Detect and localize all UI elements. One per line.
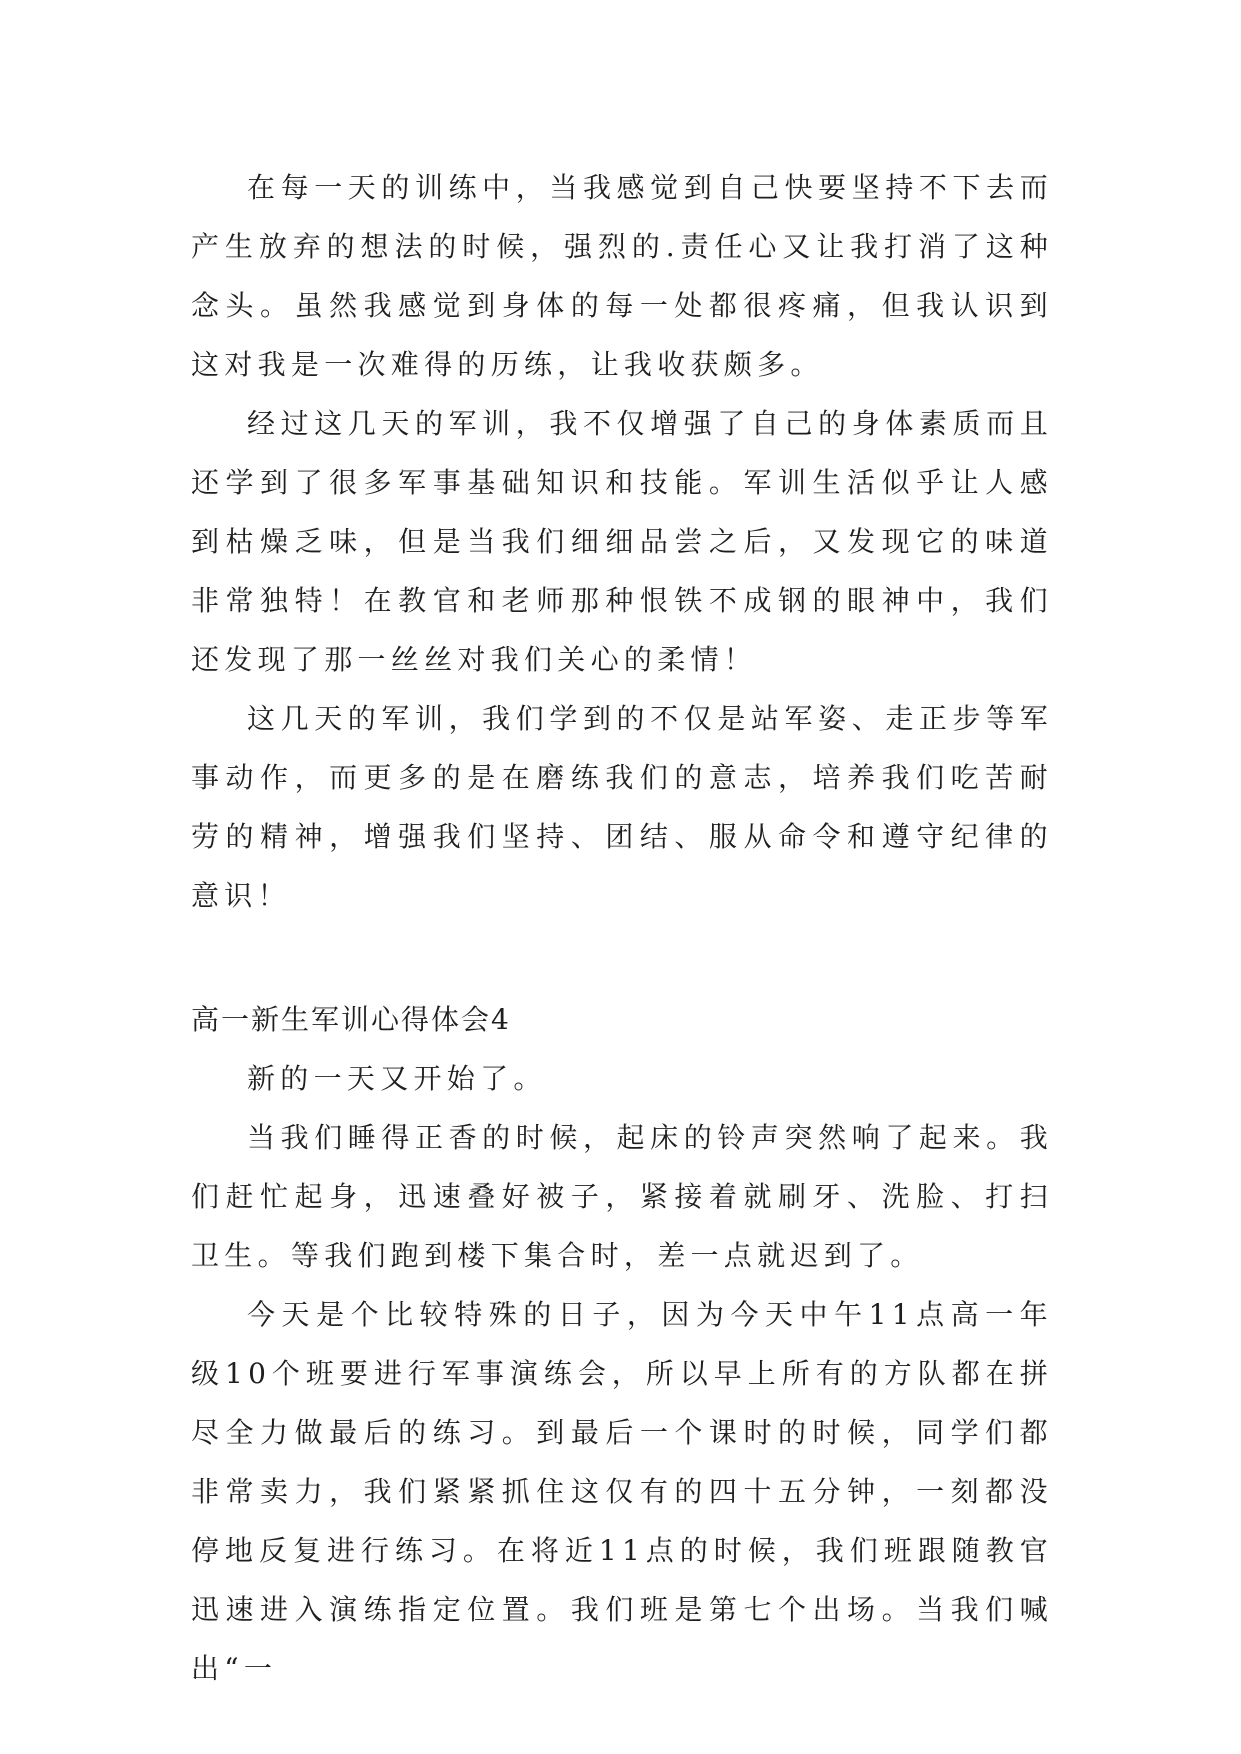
paragraph-drill-day: 今天是个比较特殊的日子，因为今天中午11点高一年级10个班要进行军事演练会，所以早上所有的方队都在拼尽全力做最后的练习。到最后一个课时的时候，同学们都非常卖力，我们紧紧抓住这仅有的四十五分钟，一刻都没停地反复进行练习。在将近11点的时候，我们班跟随教官迅速进入演练指定位置。我们班是第七个出场。当我们喊出“一 xyxy=(191,1298,1053,1685)
document-body xyxy=(191,158,1053,1698)
paragraph-morning-routine: 当我们睡得正香的时候，起床的铃声突然响了起来。我们赶忙起身，迅速叠好被子，紧接着就刷牙、洗脸、打扫卫生。等我们跑到楼下集合时，差一点就迟到了。 xyxy=(191,1121,1053,1272)
paragraph-training-persistence: 在每一天的训练中，当我感觉到自己快要坚持不下去而产生放弃的想法的时候，强烈的.责任心又让我打消了这种念头。虽然我感觉到身体的每一处都很疼痛，但我认识到这对我是一次难得的历练，让我收获颇多。 xyxy=(191,171,1053,381)
paragraph-new-day: 新的一天又开始了。 xyxy=(247,1062,547,1095)
paragraph-military-knowledge: 经过这几天的军训，我不仅增强了自己的身体素质而且还学到了很多军事基础知识和技能。军训生活似乎让人感到枯燥乏味，但是当我们细细品尝之后，又发现它的味道非常独特！在教官和老师那种恨铁不成钢的眼神中，我们还发现了那一丝丝对我们关心的柔情！ xyxy=(191,407,1053,676)
section-title: 高一新生军训心得体会4 xyxy=(191,1003,511,1036)
paragraph-willpower: 这几天的军训，我们学到的不仅是站军姿、走正步等军事动作，而更多的是在磨练我们的意志，培养我们吃苦耐劳的精神，增强我们坚持、团结、服从命令和遵守纪律的意识！ xyxy=(191,702,1053,912)
